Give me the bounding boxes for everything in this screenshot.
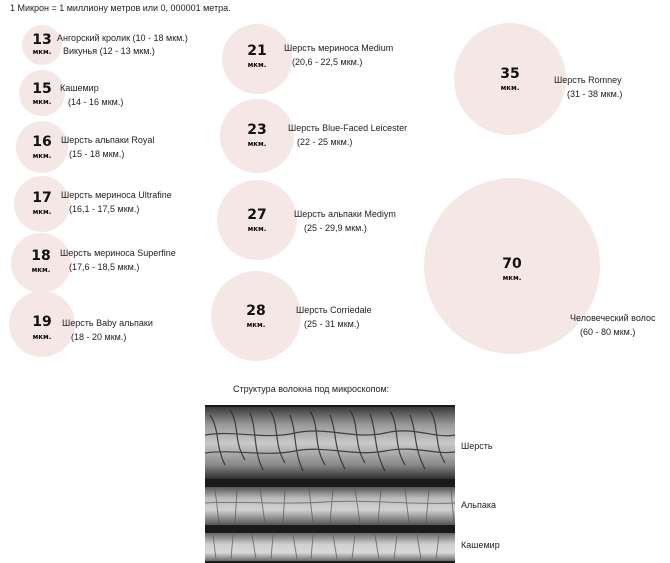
fiber-value: 27 — [247, 207, 267, 223]
fiber-circle-18 — [11, 233, 71, 293]
microscope-title: Структура волокна под микроскопом: — [233, 384, 390, 394]
fiber-unit: мкм. — [247, 225, 267, 233]
fiber-range: (60 - 80 мкм.) — [580, 327, 636, 337]
fiber-name: Шерсть мериноса Ultrafine — [61, 190, 172, 200]
fiber-name: Шерсть Romney — [554, 75, 622, 85]
fiber-circle-35 — [454, 23, 566, 135]
fiber-value: 23 — [247, 122, 267, 138]
fiber-unit: мкм. — [247, 61, 267, 69]
header-note: 1 Микрон = 1 миллиону метров или 0, 000001 метра. — [10, 3, 231, 13]
fiber-unit: мкм. — [32, 152, 52, 160]
fiber-unit: мкм. — [246, 321, 266, 329]
fiber-unit: мкм. — [247, 140, 267, 148]
fiber-name: Ангорский кролик (10 - 18 мкм.) — [57, 33, 188, 43]
fiber-value: 16 — [32, 134, 52, 150]
fiber-unit: мкм. — [502, 274, 522, 282]
fiber-unit: мкм. — [32, 333, 52, 341]
fiber-unit: мкм. — [500, 84, 520, 92]
fiber-name: Шерсть Corriedale — [296, 305, 372, 315]
fiber-value: 21 — [247, 43, 267, 59]
fiber-value: 35 — [500, 66, 520, 82]
fiber-circle-16 — [16, 121, 68, 173]
fiber-unit: мкм. — [32, 48, 52, 56]
fiber-name: Шерсть альпаки Royal — [61, 135, 155, 145]
fiber-range: (25 - 29,9 мкм.) — [304, 223, 367, 233]
fiber-range: (16,1 - 17,5 мкм.) — [69, 204, 140, 214]
fiber-value: 18 — [31, 248, 51, 264]
fiber-name: Шерсть альпаки Mediym — [294, 209, 396, 219]
fiber-value: 15 — [32, 81, 52, 97]
fiber-range: (17,6 - 18,5 мкм.) — [69, 262, 140, 272]
fiber-circle-70 — [424, 178, 600, 354]
fiber-value: 13 — [32, 32, 52, 48]
fiber-range: (22 - 25 мкм.) — [297, 137, 353, 147]
fiber-value: 19 — [32, 314, 52, 330]
fiber-circle-23 — [220, 99, 294, 173]
microscope-label-cashmere: Кашемир — [461, 540, 500, 550]
fiber-range: Викунья (12 - 13 мкм.) — [63, 46, 155, 56]
fiber-range: (14 - 16 мкм.) — [68, 97, 124, 107]
fiber-range: (18 - 20 мкм.) — [71, 332, 127, 342]
fiber-name: Шерсть Blue-Faced Leicester — [288, 123, 408, 133]
fiber-circle-21 — [222, 24, 292, 94]
fiber-unit: мкм. — [32, 208, 52, 216]
fiber-range: (31 - 38 мкм.) — [567, 89, 623, 99]
fiber-value: 28 — [246, 303, 266, 319]
microscope-image — [205, 405, 455, 563]
fiber-range: (15 - 18 мкм.) — [69, 149, 125, 159]
fiber-value: 17 — [32, 190, 52, 206]
fiber-circle-28 — [211, 271, 301, 361]
microscope-label-alpaca: Альпака — [461, 500, 496, 510]
fiber-unit: мкм. — [32, 98, 52, 106]
fiber-value: 70 — [502, 256, 522, 272]
fiber-name: Кашемир — [60, 83, 99, 93]
fiber-name: Человеческий волос — [570, 313, 656, 323]
fiber-name: Шерсть Baby альпаки — [62, 318, 153, 328]
fiber-circle-13 — [22, 25, 62, 65]
fiber-name: Шерсть мериноса Medium — [284, 43, 394, 53]
microscope-label-wool: Шерсть — [461, 441, 493, 451]
fiber-unit: мкм. — [31, 266, 51, 274]
fiber-range: (25 - 31 мкм.) — [304, 319, 360, 329]
fiber-circle-17 — [14, 176, 70, 232]
fiber-range: (20,6 - 22,5 мкм.) — [292, 57, 363, 67]
fiber-circle-15 — [19, 70, 65, 116]
fiber-name: Шерсть мериноса Superfine — [60, 248, 176, 258]
fiber-circle-27 — [217, 180, 297, 260]
